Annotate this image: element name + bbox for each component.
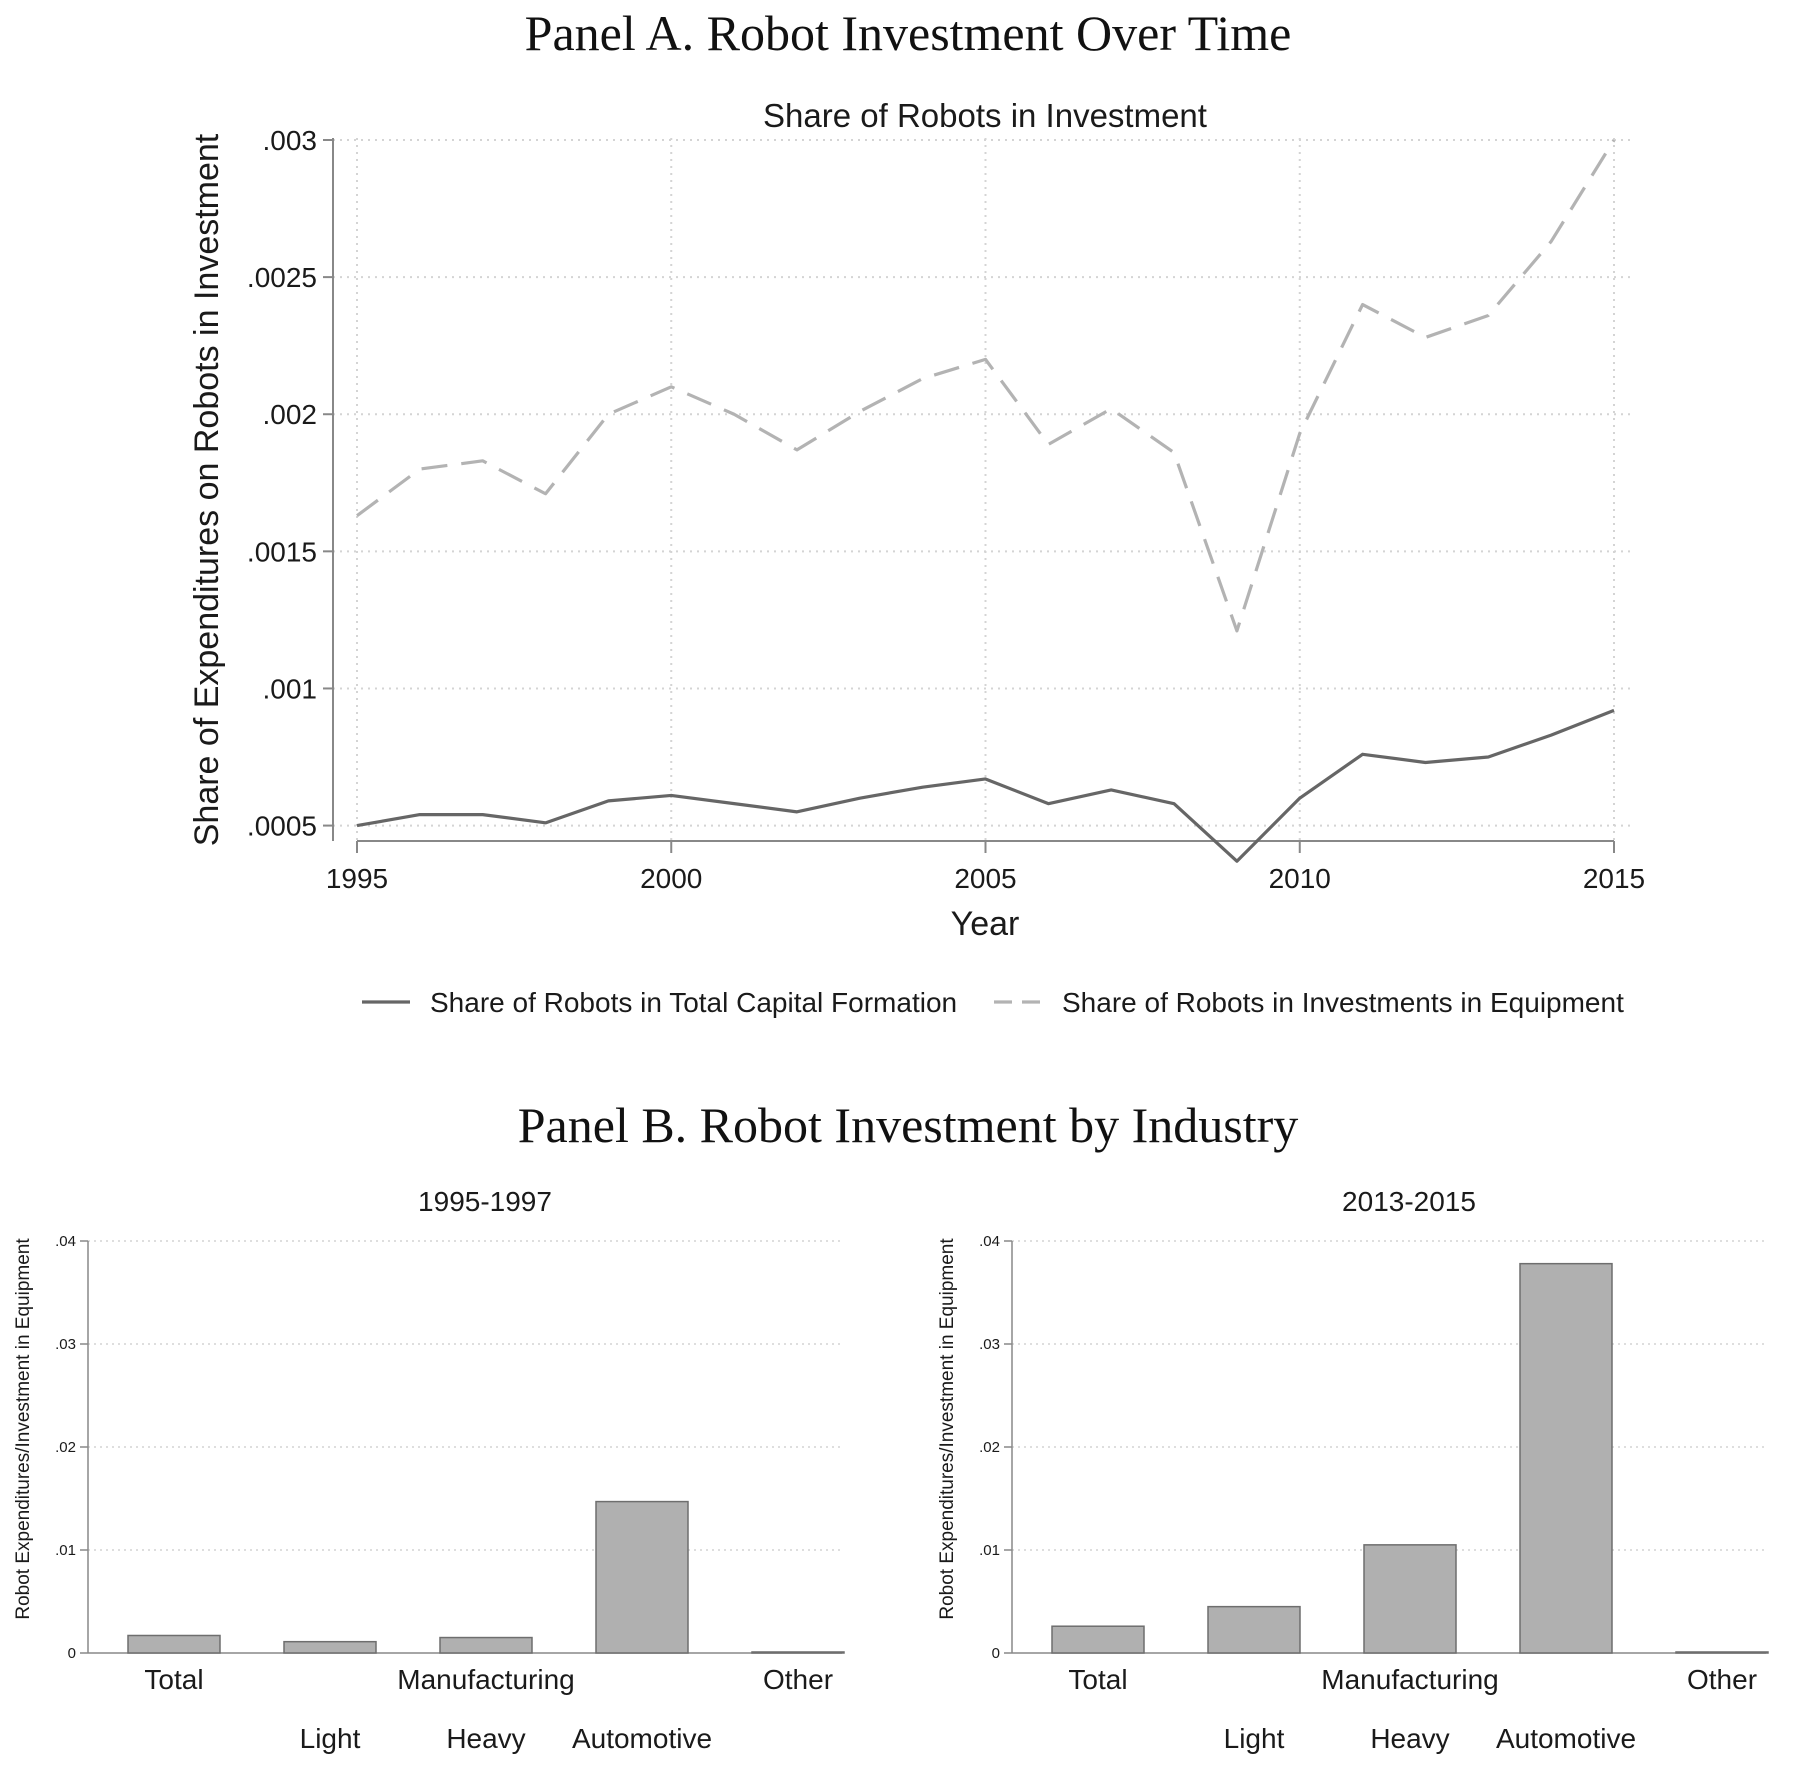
x-tick-label: 2000 [640, 863, 703, 894]
bar-chart-1995-1997 [13, 1186, 844, 1754]
y-tick-label: .0015 [246, 536, 317, 568]
y-tick-label: .001 [262, 673, 317, 705]
bar-total [1052, 1626, 1144, 1653]
x-axis-title: Year [950, 905, 1020, 943]
group-label: Manufacturing [1321, 1664, 1499, 1695]
y-tick-label: .002 [262, 399, 317, 431]
y-tick-label: .0025 [246, 262, 317, 294]
category-label: Total [1068, 1664, 1128, 1695]
x-tick-label: 2010 [1268, 863, 1331, 894]
bar-chart-title: 2013-2015 [1342, 1186, 1476, 1217]
category-label: Other [1686, 1664, 1758, 1695]
category-label: Total [144, 1664, 204, 1695]
bar-heavy [1364, 1545, 1456, 1653]
bar-total [128, 1635, 220, 1653]
y-tick-label: .01 [55, 1542, 76, 1559]
group-label: Manufacturing [397, 1664, 575, 1695]
category-label: Heavy [1370, 1723, 1450, 1754]
y-tick-label: .02 [979, 1439, 1000, 1456]
bar-light [284, 1642, 376, 1653]
line-chart-title: Share of Robots in Investment [763, 97, 1207, 134]
bar-heavy [440, 1638, 532, 1653]
y-tick-label: .0005 [246, 810, 317, 842]
category-label: Heavy [446, 1723, 526, 1754]
x-tick-label: 2005 [954, 863, 1017, 894]
panel-b-heading: Panel B. Robot Investment by Industry [517, 1097, 1299, 1153]
line-chart [188, 97, 1645, 1018]
bar-chart-title: 1995-1997 [418, 1186, 552, 1217]
series-line-equipment [357, 140, 1614, 631]
y-axis-title: Robot Expenditures/Investment in Equipment [13, 1238, 34, 1620]
category-label: Automotive [571, 1723, 713, 1754]
y-axis-title: Robot Expenditures/Investment in Equipment [937, 1238, 958, 1620]
y-tick-label: .01 [979, 1542, 1000, 1559]
bar-automotive [1520, 1264, 1612, 1653]
bar-chart-2013-2015 [937, 1186, 1768, 1754]
legend-label: Share of Robots in Total Capital Formation [430, 987, 958, 1018]
y-tick-label: .04 [55, 1233, 76, 1250]
category-label: Light [299, 1723, 361, 1754]
y-tick-label: .003 [262, 125, 317, 156]
y-tick-label: 0 [67, 1645, 76, 1662]
y-axis-title: Share of Expenditures on Robots in Investment [188, 133, 226, 847]
y-tick-label: .04 [979, 1233, 1000, 1250]
y-tick-label: .03 [979, 1336, 1000, 1353]
x-tick-label: 2015 [1582, 863, 1646, 894]
bar-other [752, 1652, 844, 1653]
y-tick-label: 0 [991, 1645, 1000, 1662]
bar-light [1208, 1607, 1300, 1653]
legend-label: Share of Robots in Investments in Equipment [1062, 987, 1624, 1018]
y-tick-label: .03 [55, 1336, 76, 1353]
category-label: Other [762, 1664, 834, 1695]
category-label: Light [1223, 1723, 1285, 1754]
y-tick-label: .02 [55, 1439, 76, 1456]
bar-automotive [596, 1502, 688, 1653]
category-label: Automotive [1495, 1723, 1637, 1754]
x-tick-label: 1995 [325, 863, 389, 894]
bar-other [1676, 1652, 1768, 1653]
panel-a-heading: Panel A. Robot Investment Over Time [524, 5, 1292, 61]
